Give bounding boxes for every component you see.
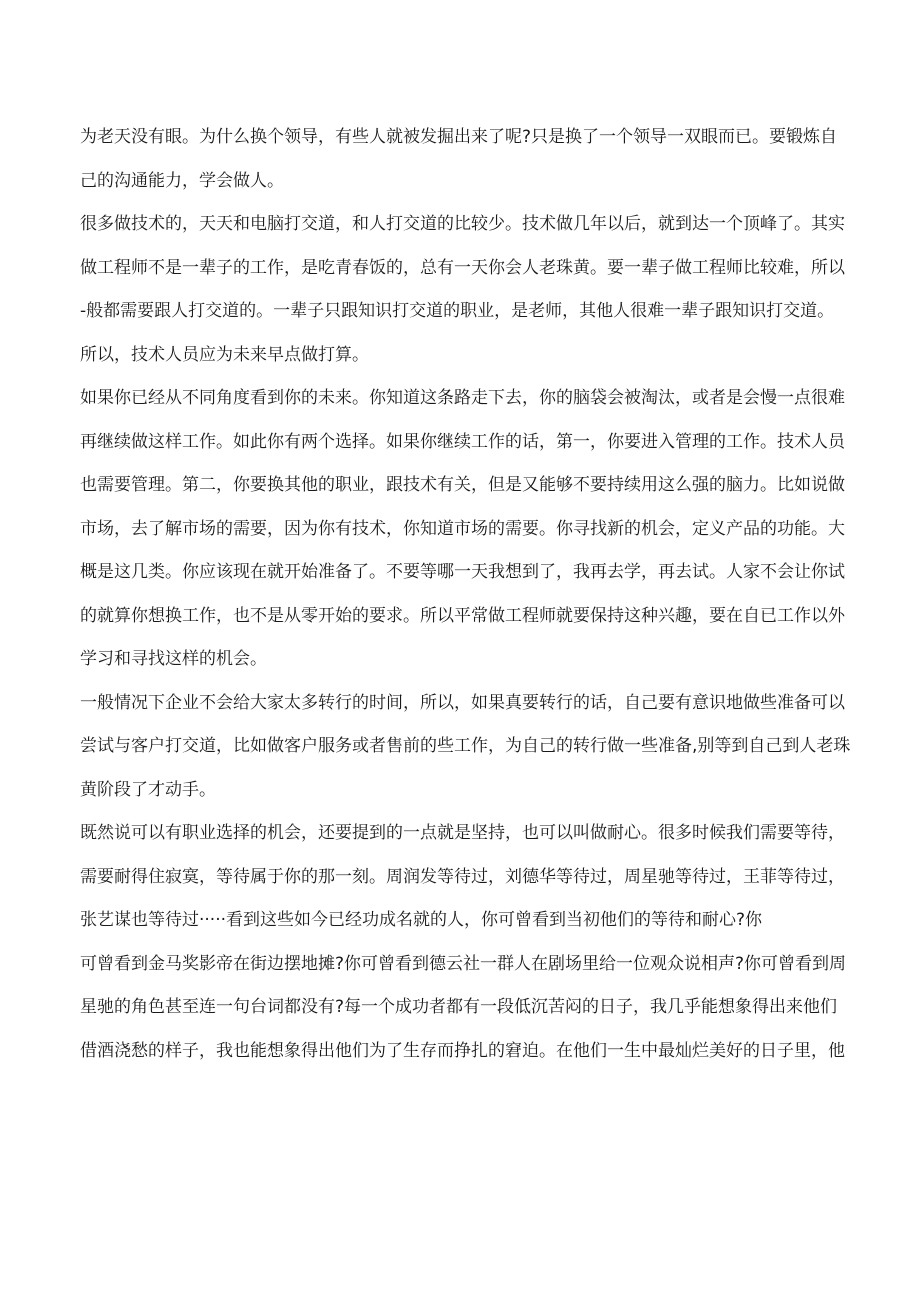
text-line: 很多做技术的，天天和电脑打交道，和人打交道的比较少。技术做几年以后，就到达一个顶峰了。其实 (80, 214, 845, 234)
text-line: 借酒浇愁的样子，我也能想象得出他们为了生存而挣扎的窘迫。在他们一生中最灿烂美好的日子里，他 (80, 1040, 845, 1061)
text-line: 也需要管理。第二，你要换其他的职业，跟技术有关，但是又能够不要持续用这么强的脑力。比如说做 (80, 475, 845, 495)
text-line: 学习和寻找这样的机会。 (80, 649, 267, 669)
text-line: 需要耐得住寂寞，等待属于你的那一刻。周润发等待过，刘德华等待过，周星驰等待过，王菲等待过， (80, 866, 845, 887)
text-line: 再继续做这样工作。如此你有两个选择。如果你继续工作的话，第一，你要进入管理的工作。技术人员 (80, 431, 845, 452)
text-line: 星驰的角色甚至连一句台词都没有?每一个成功者都有一段低沉苦闷的日子，我几乎能想象得出来他们 (80, 997, 838, 1017)
text-line: 的就算你想换工作，也不是从零开始的要求。所以平常做工程师就要保持这种兴趣，要在自已工作以外 (80, 605, 845, 626)
text-line: -般都需要跟人打交道的。一辈子只跟知识打交道的职业，是老师，其他人很难一辈子跟知识打交道。 (80, 301, 835, 321)
text-line: 尝试与客户打交道，比如做客户服务或者售前的些工作，为自己的转行做一些准备,别等到自己到人老珠 (80, 736, 851, 756)
text-line: 如果你已经从不同角度看到你的未来。你知道这条路走下去，你的脑袋会被淘汰，或者是会慢一点很难 (80, 388, 845, 408)
text-line: 一般情况下企业不会给大家太多转行的时间，所以，如果真要转行的话，自己要有意识地做些准备可以 (80, 692, 845, 713)
text-line: 黄阶段了才动手。 (80, 779, 216, 800)
text-line: 己的沟通能力，学会做人。 (80, 170, 284, 191)
text-line: 为老天没有眼。为什么换个领导，有些人就被发掘出来了呢?只是换了一个领导一双眼而已。要锻炼自 (80, 127, 838, 147)
text-line: 概是这几类。你应该现在就开始准备了。不要等哪一天我想到了，我再去学，再去试。人家不会让你试 (80, 562, 845, 582)
text-line: 可曾看到金马奖影帝在街边摆地摊?你可曾看到德云社一群人在剧场里给一位观众说相声?你可曾看到周 (80, 953, 847, 974)
text-line: 张艺谋也等待过·····看到这些如今已经功成名就的人，你可曾看到当初他们的等待和耐心?你 (80, 910, 763, 930)
text-line: 既然说可以有职业选择的机会，还要提到的一点就是坚持，也可以叫做耐心。很多时候我们需要等待， (80, 823, 845, 843)
text-line: 市场，去了解市场的需要，因为你有技术，你知道市场的需要。你寻找新的机会，定义产品的功能。大 (80, 518, 845, 539)
document-body (80, 116, 855, 1073)
text-line: 做工程师不是一辈子的工作，是吃青春饭的，总有一天你会人老珠黄。要一辈子做工程师比较难，所以 (80, 257, 845, 278)
text-line: 所以，技术人员应为未来早点做打算。 (80, 344, 369, 365)
